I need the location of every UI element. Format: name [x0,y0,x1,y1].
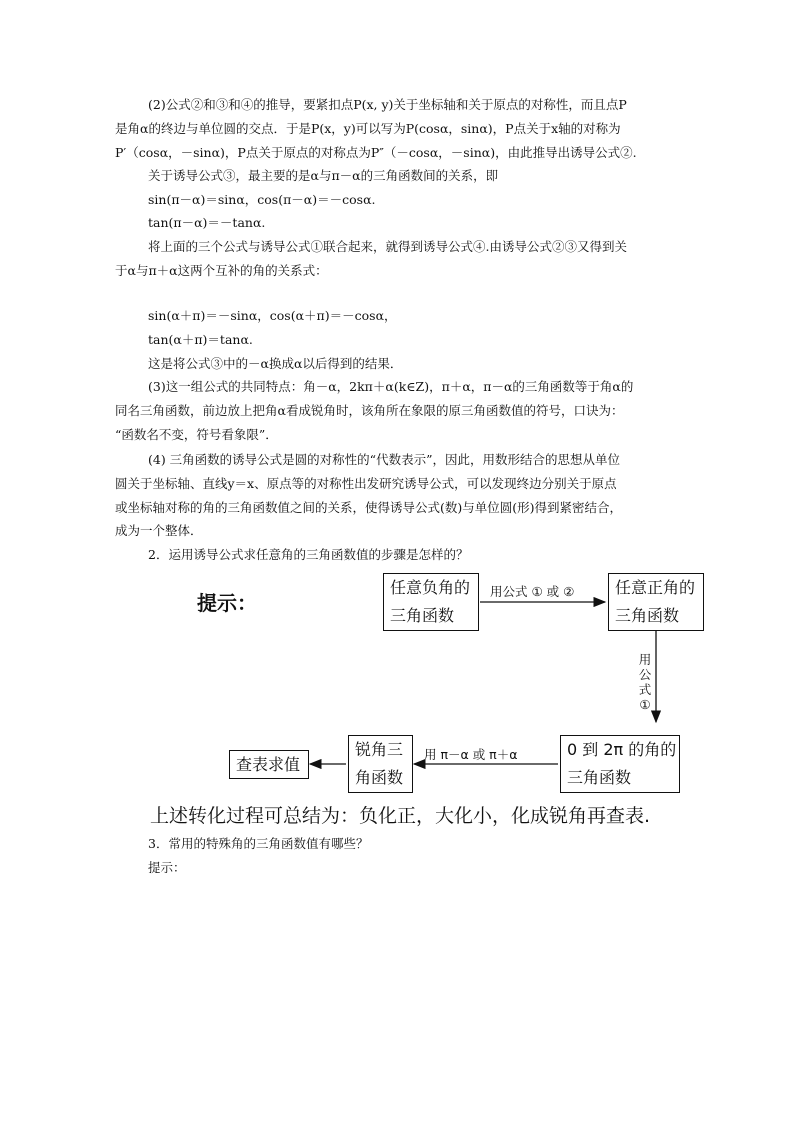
question-3: 3．常用的特殊角的三角函数值有哪些？ [148,836,369,851]
paragraph-line: P′（cosα，－sinα)，P点关于原点的对称点为P″（－cosα，－sinα)，由此推导出诱导公式②. [115,145,637,160]
arrow-label-vertical: 用 公 式 ① [638,652,652,712]
box-zero-to-2pi: 0 到 2π 的角的 三角函数 [560,735,680,793]
box-table-lookup: 查表求值 [229,750,309,779]
question-2: 2．运用诱导公式求任意角的三角函数值的步骤是怎样的？ [148,547,469,562]
paragraph-line: 于α与π＋α这两个互补的角的关系式： [115,263,328,278]
arrow-label-pi: 用 π－α 或 π＋α [424,747,518,762]
paragraph-line: 将上面的三个公式与诱导公式①联合起来，就得到诱导公式④.由诱导公式②③又得到关 [148,239,627,254]
paragraph-line: 成为一个整体． [115,523,203,538]
box-positive-angle: 任意正角的 三角函数 [608,573,704,631]
paragraph-line: 同名三角函数，前边放上把角α看成锐角时，该角所在象限的原三角函数值的符号，口诀为： [115,403,624,418]
formula-line: tan(α＋π)＝tanα. [148,332,253,347]
hint-label-2: 提示： [148,860,186,875]
paragraph-line: 这是将公式③中的－α换成α以后得到的结果． [148,356,403,371]
hint-label: 提示： [197,591,257,615]
paragraph-line: (4) 三角函数的诱导公式是圆的对称性的“代数表示”，因此，用数形结合的思想从单位 [148,452,620,467]
paragraph-line: 圆关于坐标轴、直线y＝x、原点等的对称性出发研究诱导公式，可以发现终边分别关于原点 [115,476,617,491]
arrow-label-formula: 用公式 ① 或 ② [490,584,575,599]
formula-line: sin(π－α)＝sinα，cos(π－α)＝－cosα. [148,192,376,207]
box-acute-angle: 锐角三 角函数 [348,735,413,793]
paragraph-line: “函数名不变，符号看象限”． [115,427,278,442]
paragraph-line: 或坐标轴对称的角的三角函数值之间的关系，使得诱导公式(数)与单位圆(形)得到紧密结合， [115,500,623,515]
formula-line: tan(π－α)＝－tanα. [148,215,266,230]
box-negative-angle: 任意负角的 三角函数 [383,573,479,631]
paragraph-line: (2)公式②和③和④的推导，要紧扣点P(x, y)关于坐标轴和关于原点的对称性，而且点P [148,97,627,112]
paragraph-line: (3)这一组公式的共同特点：角－α，2kπ＋α(k∈Z)，π＋α，π－α的三角函数等于角α的 [148,379,634,394]
paragraph-line: 关于诱导公式③，最主要的是α与π－α的三角函数间的关系，即 [148,168,499,183]
formula-line: sin(α＋π)＝－sinα，cos(α＋π)＝－cosα， [148,308,397,323]
summary-line: 上述转化过程可总结为：负化正，大化小，化成锐角再查表. [150,805,651,827]
paragraph-line: 是角α的终边与单位圆的交点．于是P(x，y)可以写为P(cosα，sinα)，P点关于x轴的对称为 [115,121,621,136]
